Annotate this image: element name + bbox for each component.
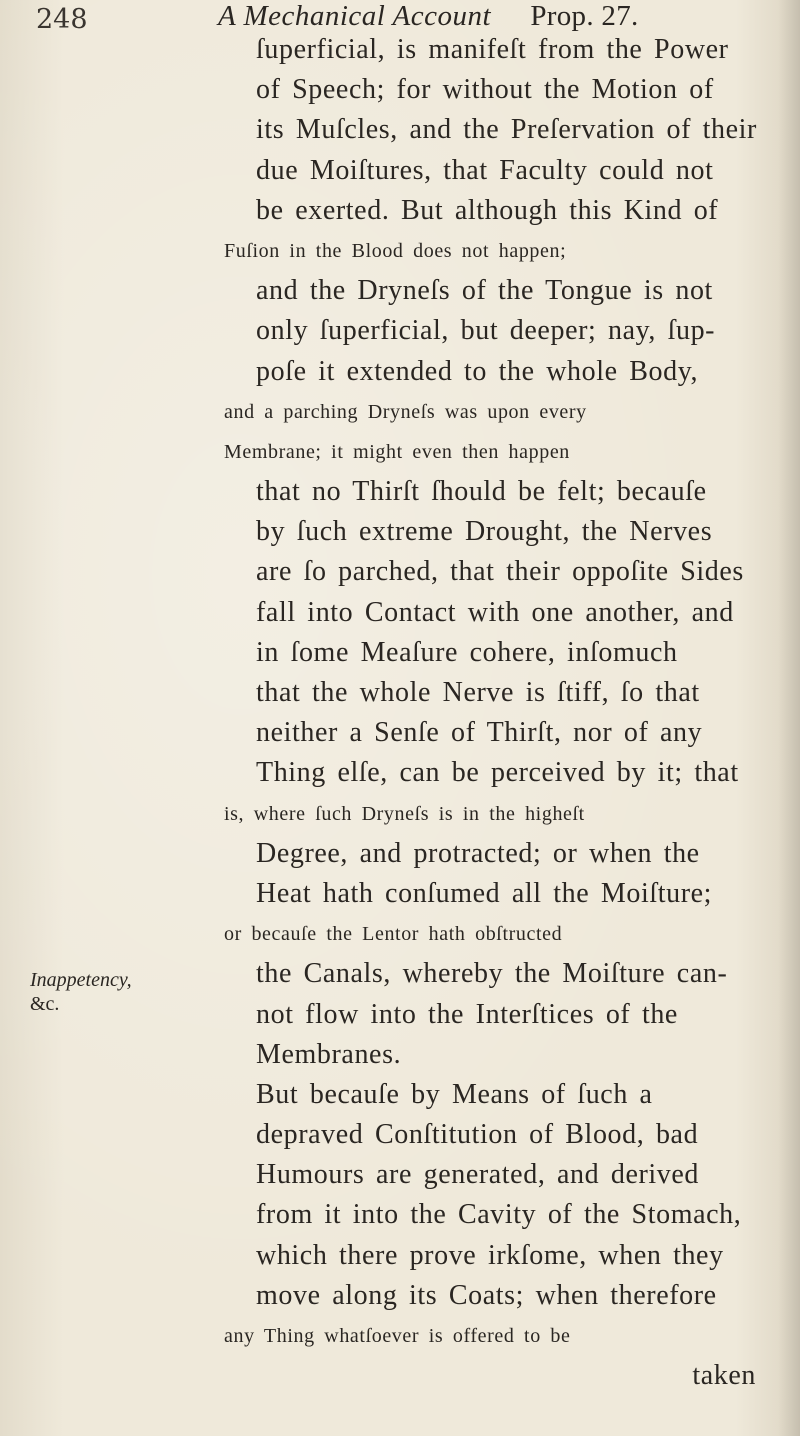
text-line: Humours are generated, and derived: [256, 1159, 700, 1191]
text-line: Fuſion in the Blood does not happen;: [224, 239, 567, 262]
text-line: fall into Contact with one another, and: [256, 596, 734, 628]
text-line: its Muſcles, and the Preſervation of their: [256, 114, 757, 146]
text-line: only ſuperficial, but deeper; nay, ſup-: [256, 315, 716, 347]
text-line: in ſome Meaſure cohere, inſomuch: [256, 636, 678, 668]
running-head-proposition: Prop. 27.: [530, 0, 639, 32]
text-line: ſuperficial, is manifeſt from the Power: [256, 34, 729, 65]
text-line: neither a Senſe of Thirſt, nor of any: [256, 717, 703, 749]
text-line: that no Thirſt ſhould be felt; becauſe: [256, 476, 707, 508]
text-line: from it into the Cavity of the Stomach,: [256, 1199, 742, 1231]
page-number: 248: [36, 4, 88, 35]
text-line: are ſo parched, that their oppoſite Sides: [256, 556, 744, 588]
text-line: the Canals, whereby the Moiſture can-: [256, 958, 728, 990]
text-line: and a parching Dryneſs was upon every: [224, 400, 587, 423]
running-head: [218, 0, 800, 33]
text-line: is, where ſuch Dryneſs is in the higheſt: [224, 802, 585, 825]
margin-note-line-2: &c.: [30, 993, 60, 1015]
text-line: Membrane; it might even then happen: [224, 440, 570, 463]
body-text: [224, 30, 776, 1396]
text-line: Thing elſe, can be perceived by it; that: [256, 757, 739, 789]
text-line: of Speech; for without the Motion of: [256, 74, 714, 106]
gutter-shadow: [778, 0, 800, 1436]
text-line: by ſuch extreme Drought, the Nerves: [256, 516, 713, 548]
margin-note-line-1: Inappetency,: [30, 969, 132, 991]
text-line: which there prove irkſome, when they: [256, 1239, 724, 1271]
text-line: depraved Conſtitution of Blood, bad: [256, 1119, 699, 1151]
running-head-title: A Mechanical Account: [218, 0, 492, 32]
text-line: But becauſe by Means of ſuch a: [256, 1078, 653, 1110]
text-line: move along its Coats; when therefore: [256, 1279, 717, 1311]
text-line: be exerted. But although this Kind of: [256, 194, 719, 226]
text-line: any Thing whatſoever is offered to be: [224, 1325, 571, 1347]
text-line: poſe it extended to the whole Body,: [256, 355, 699, 387]
text-line: that the whole Nerve is ſtiff, ſo that: [256, 677, 700, 708]
text-line: Heat hath conſumed all the Moiſture;: [256, 877, 713, 909]
margin-note: [30, 968, 220, 1016]
text-line: taken: [692, 1360, 756, 1392]
text-line: Degree, and protracted; or when the: [256, 837, 700, 869]
text-line: not flow into the Interſtices of the: [256, 998, 678, 1030]
text-line: and the Dryneſs of the Tongue is not: [256, 275, 713, 307]
text-line: or becauſe the Lentor hath obſtructed: [224, 923, 563, 946]
text-line: Membranes.: [256, 1038, 402, 1070]
text-line: due Moiſtures, that Faculty could not: [256, 154, 714, 186]
